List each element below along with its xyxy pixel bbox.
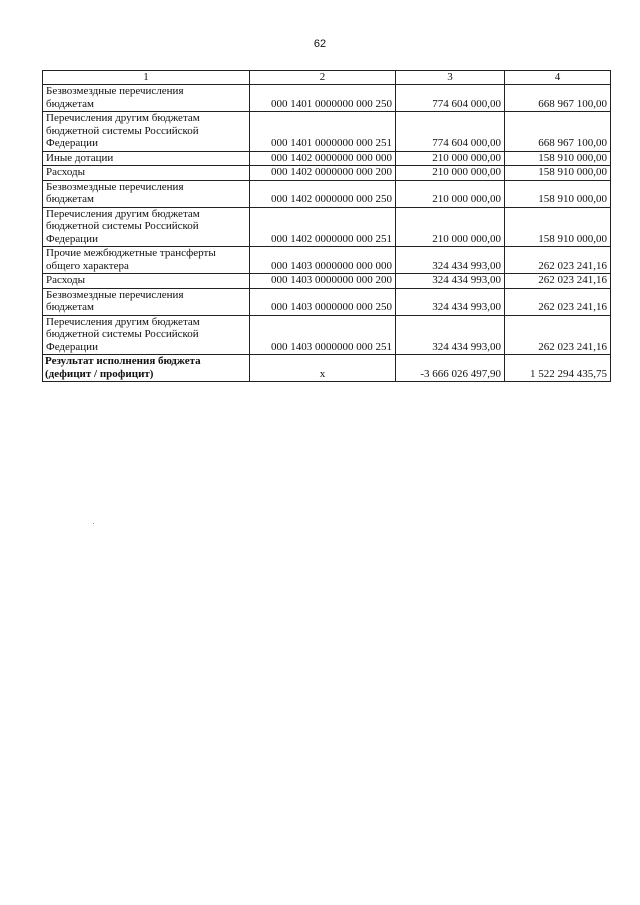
row-fact-cell: 262 023 241,16: [505, 274, 611, 289]
row-code-cell: x: [250, 355, 396, 382]
result-row: [43, 355, 611, 382]
row-name-line: Иные дотации: [46, 151, 114, 164]
row-plan-cell: 210 000 000,00: [396, 166, 505, 181]
table-row: [43, 315, 611, 355]
row-name-line: Перечисления другим бюджетам: [46, 112, 200, 124]
scan-artifact: [93, 523, 94, 524]
row-name-cell: [43, 85, 250, 112]
row-name-line: Перечисления другим бюджетам: [46, 315, 200, 328]
table-row: [43, 85, 611, 112]
table-row: [43, 247, 611, 274]
row-name-cell: [43, 151, 250, 166]
row-name-line: Федерации: [46, 340, 98, 353]
row-name-cell: [43, 166, 250, 181]
row-name-line: Расходы: [46, 166, 85, 178]
row-name-line: Перечисления другим бюджетам: [46, 207, 200, 220]
row-name-cell: [43, 288, 250, 315]
row-name-line: Федерации: [46, 137, 98, 149]
table-row: [43, 166, 611, 181]
row-plan-cell: 210 000 000,00: [396, 151, 505, 166]
row-code-cell: 000 1403 0000000 000 251: [250, 315, 396, 355]
row-name-line: бюджетной системы Российской: [46, 124, 199, 137]
row-fact-cell: 262 023 241,16: [505, 247, 611, 274]
column-header-3: 3: [396, 71, 505, 85]
table-row: [43, 288, 611, 315]
row-code-cell: 000 1402 0000000 000 000: [250, 151, 396, 166]
column-header-4: 4: [505, 71, 611, 85]
table-row: [43, 112, 611, 152]
row-plan-cell: -3 666 026 497,90: [396, 355, 505, 382]
column-header-2: 2: [250, 71, 396, 85]
page-number: 62: [313, 38, 327, 50]
row-name-cell: [43, 355, 250, 382]
row-fact-cell: 262 023 241,16: [505, 288, 611, 315]
row-name-cell: [43, 112, 250, 152]
row-plan-cell: 324 434 993,00: [396, 274, 505, 289]
row-plan-cell: 324 434 993,00: [396, 247, 505, 274]
row-fact-cell: 158 910 000,00: [505, 180, 611, 207]
row-plan-cell: 774 604 000,00: [396, 85, 505, 112]
row-name-line: Прочие межбюджетные трансферты: [46, 247, 216, 259]
row-fact-cell: 668 967 100,00: [505, 85, 611, 112]
row-name-line: бюджетам: [46, 193, 94, 205]
row-code-cell: 000 1401 0000000 000 251: [250, 112, 396, 152]
row-name-line: бюджетам: [46, 97, 94, 110]
column-header-1: 1: [43, 71, 250, 85]
row-code-cell: 000 1402 0000000 000 200: [250, 166, 396, 181]
row-fact-cell: 158 910 000,00: [505, 166, 611, 181]
row-fact-cell: 1 522 294 435,75: [505, 355, 611, 382]
row-code-cell: 000 1402 0000000 000 250: [250, 180, 396, 207]
table-row: [43, 151, 611, 166]
table-row: [43, 274, 611, 289]
row-plan-cell: 210 000 000,00: [396, 180, 505, 207]
row-name-line: Федерации: [46, 232, 98, 245]
row-name-line: Безвозмездные перечисления: [46, 180, 184, 193]
row-code-cell: 000 1403 0000000 000 200: [250, 274, 396, 289]
row-name-line: общего характера: [46, 259, 129, 272]
row-fact-cell: 668 967 100,00: [505, 112, 611, 152]
row-plan-cell: 324 434 993,00: [396, 288, 505, 315]
budget-execution-table: [42, 70, 611, 382]
row-name-line: Расходы: [46, 274, 85, 286]
row-name-cell: [43, 247, 250, 274]
row-code-cell: 000 1402 0000000 000 251: [250, 207, 396, 247]
row-name-line: бюджетной системы Российской: [46, 220, 199, 232]
row-name-line: бюджетам: [46, 301, 94, 313]
table-row: [43, 180, 611, 207]
row-name-line: Безвозмездные перечисления: [46, 85, 184, 97]
table-header-row: [43, 71, 611, 85]
row-name-cell: [43, 180, 250, 207]
row-plan-cell: 774 604 000,00: [396, 112, 505, 152]
row-code-cell: 000 1403 0000000 000 000: [250, 247, 396, 274]
row-code-cell: 000 1401 0000000 000 250: [250, 85, 396, 112]
row-plan-cell: 324 434 993,00: [396, 315, 505, 355]
table-row: [43, 207, 611, 247]
row-fact-cell: 158 910 000,00: [505, 207, 611, 247]
row-name-cell: [43, 207, 250, 247]
row-fact-cell: 158 910 000,00: [505, 151, 611, 166]
row-name-line: Безвозмездные перечисления: [46, 288, 184, 301]
row-name-line: (дефицит / профицит): [45, 367, 154, 380]
row-name-line: бюджетной системы Российской: [46, 328, 199, 340]
row-name-line: Результат исполнения бюджета: [45, 355, 201, 367]
row-fact-cell: 262 023 241,16: [505, 315, 611, 355]
row-name-cell: [43, 274, 250, 289]
row-name-cell: [43, 315, 250, 355]
row-plan-cell: 210 000 000,00: [396, 207, 505, 247]
table-body: [43, 85, 611, 382]
row-code-cell: 000 1403 0000000 000 250: [250, 288, 396, 315]
